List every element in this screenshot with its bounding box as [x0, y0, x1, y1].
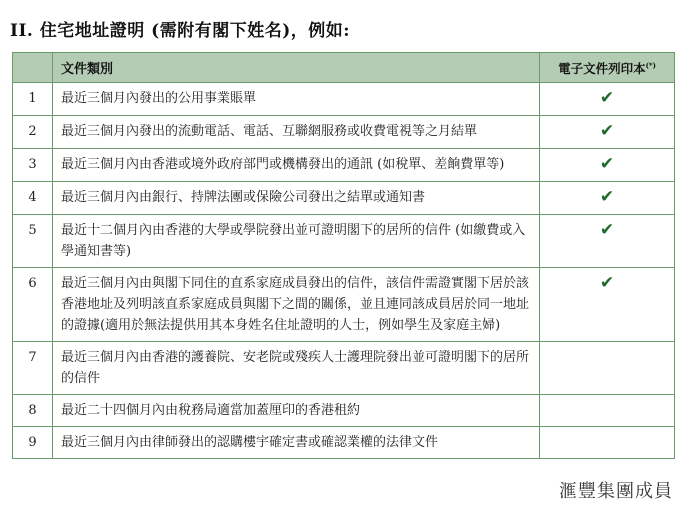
- table-row: [13, 182, 675, 215]
- section-heading: II. 住宅地址證明 (需附有閣下姓名)，例如:: [10, 21, 351, 41]
- row-document-description: 最近三個月內由銀行、持牌法團或保險公司發出之結單或通知書: [53, 182, 540, 215]
- table-row: [13, 116, 675, 149]
- address-proof-table: [12, 52, 675, 459]
- row-number: 3: [13, 149, 53, 182]
- row-electronic-copy-cell: [540, 83, 675, 116]
- row-number: 6: [13, 268, 53, 342]
- table-header-row: [13, 53, 675, 83]
- header-note-marker: (*): [645, 60, 656, 70]
- checkmark-icon: ✔: [599, 273, 615, 293]
- row-number: 2: [13, 116, 53, 149]
- table-row: [13, 149, 675, 182]
- checkmark-icon: ✔: [599, 88, 615, 108]
- row-electronic-copy-cell: [540, 149, 675, 182]
- row-electronic-copy-cell: [540, 427, 675, 459]
- row-electronic-copy-cell: [540, 116, 675, 149]
- header-electronic-copy-label: 電子文件列印本: [558, 60, 646, 76]
- table-row: [13, 83, 675, 116]
- row-electronic-copy-cell: [540, 268, 675, 342]
- row-document-description: 最近二十四個月內由稅務局適當加蓋厘印的香港租約: [53, 395, 540, 427]
- row-electronic-copy-cell: [540, 215, 675, 268]
- checkmark-icon: ✔: [599, 220, 615, 240]
- row-number: 1: [13, 83, 53, 116]
- table-row: [13, 427, 675, 459]
- checkmark-icon: ✔: [599, 121, 615, 141]
- header-electronic-copy: [540, 53, 675, 83]
- row-number: 9: [13, 427, 53, 459]
- header-number: [13, 53, 53, 83]
- table-row: [13, 268, 675, 342]
- row-document-description: 最近十二個月內由香港的大學或學院發出並可證明閣下的居所的信件 (如繳費或入學通知書等): [53, 215, 540, 268]
- row-document-description: 最近三個月內由香港的護養院、安老院或殘疾人士護理院發出並可證明閣下的居所的信件: [53, 342, 540, 395]
- row-electronic-copy-cell: [540, 342, 675, 395]
- table-row: [13, 342, 675, 395]
- row-electronic-copy-cell: [540, 182, 675, 215]
- hsbc-group-member-mark: 滙豐集團成員: [559, 481, 673, 502]
- row-document-description: 最近三個月內由香港或境外政府部門或機構發出的通訊 (如稅單、差餉費單等): [53, 149, 540, 182]
- checkmark-icon: ✔: [599, 187, 615, 207]
- row-electronic-copy-cell: [540, 395, 675, 427]
- table-row: [13, 395, 675, 427]
- table-row: [13, 215, 675, 268]
- row-number: 4: [13, 182, 53, 215]
- row-number: 8: [13, 395, 53, 427]
- row-document-description: 最近三個月內發出的公用事業賬單: [53, 83, 540, 116]
- checkmark-icon: ✔: [599, 154, 615, 174]
- row-document-description: 最近三個月內由律師發出的認購樓宇確定書或確認業權的法律文件: [53, 427, 540, 459]
- row-document-description: 最近三個月內發出的流動電話、電話、互聯網服務或收費電視等之月結單: [53, 116, 540, 149]
- row-number: 7: [13, 342, 53, 395]
- row-document-description: 最近三個月內由與閣下同住的直系家庭成員發出的信件，該信件需證實閣下居於該香港地址及列明該直系家庭成員與閣下之間的關係，並且連同該成員居於同一地址的證據(適用於無法提供用其本身姓名住址證明的人士，例如學生及家庭主婦): [53, 268, 540, 342]
- row-number: 5: [13, 215, 53, 268]
- header-document-type: 文件類別: [53, 53, 540, 83]
